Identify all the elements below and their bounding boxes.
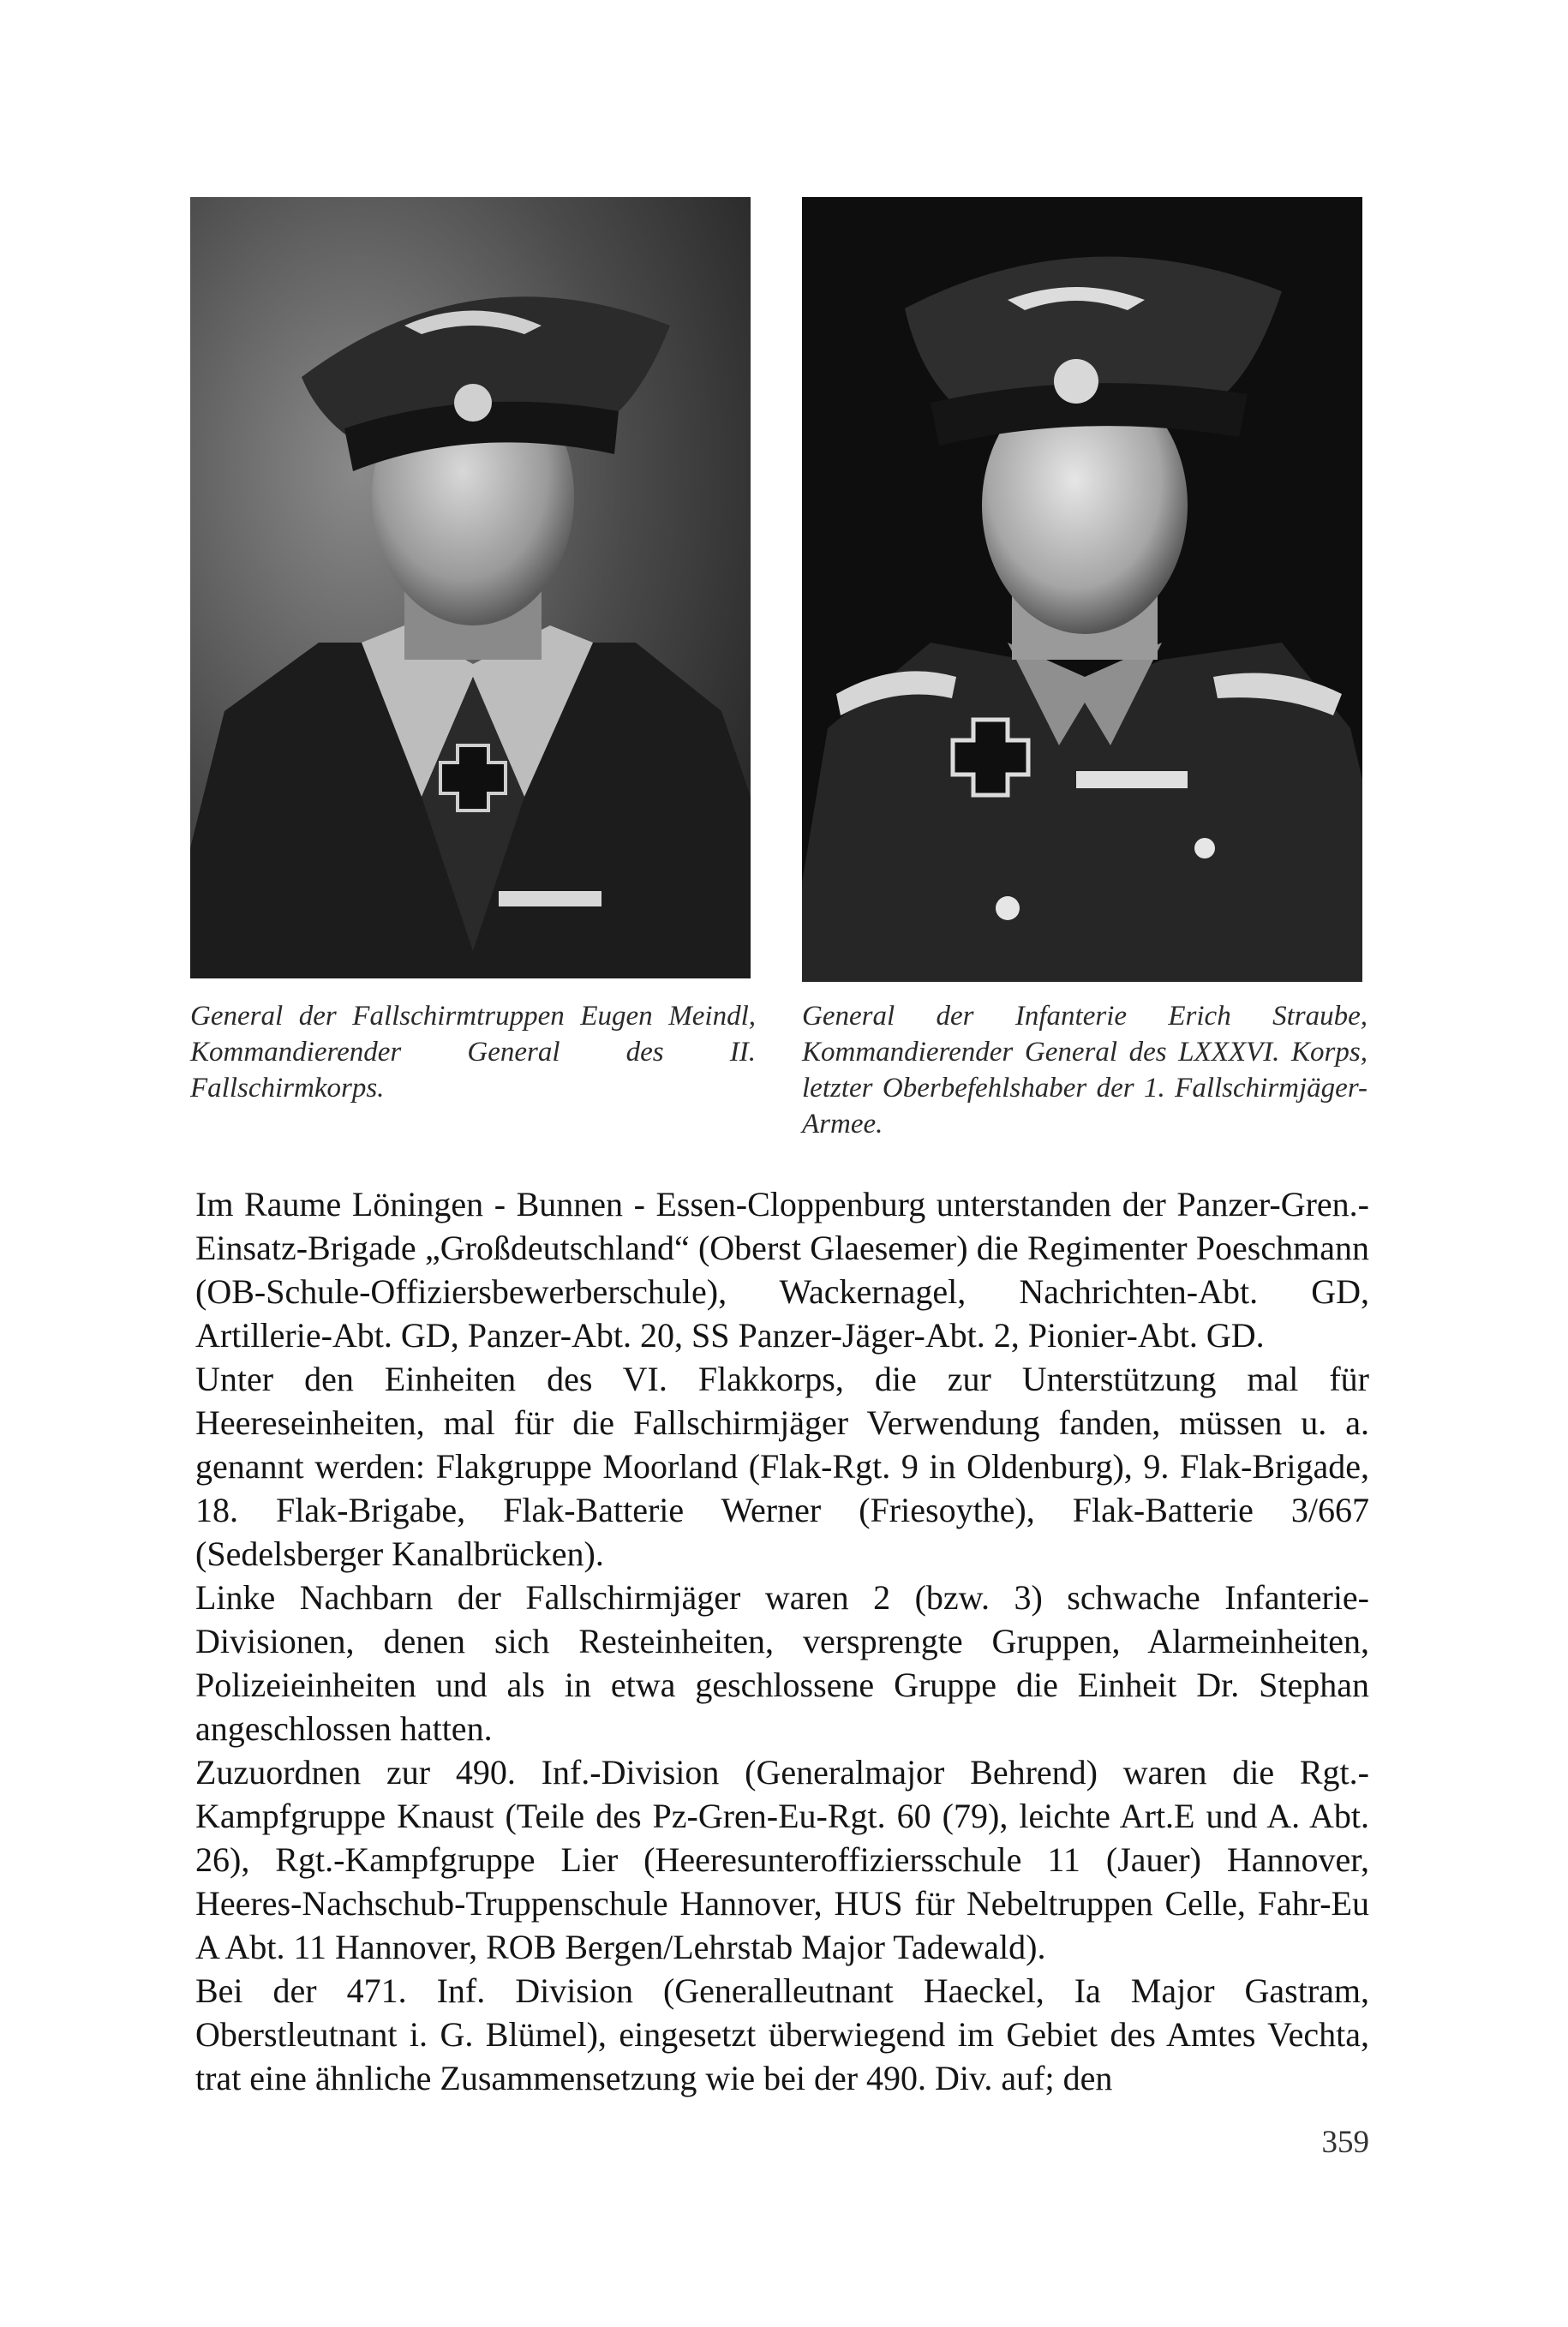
body-text [195,1182,1369,2100]
portrait-straube-image [802,197,1362,982]
portrait-meindl-image [190,197,751,978]
paragraph: Unter den Einheiten des VI. Flakkorps, die zur Unterstützung mal für Heereseinheiten, mal für die Fallschirmjäger Verwendung fanden, müssen u. a. genannt werden: Flakgruppe Moorland (Flak-Rgt. 9 in Oldenburg), 9. Flak-Brigade, 18. Flak-Brigabe, Flak-Batterie Werner (Friesoythe), Flak-Batterie 3/667 (Sedelsberger Kanalbrücken). [195,1360,1369,1573]
paragraph: Linke Nachbarn der Fallschirmjäger waren 2 (bzw. 3) schwache Infanterie-Divisionen, denen sich Resteinheiten, versprengte Gruppen, Alarmeinheiten, Polizeieinheiten und als in etwa geschlossene Gruppe die Einheit Dr. Stephan angeschlossen hatten. [195,1578,1369,1748]
paragraph: Zuzuordnen zur 490. Inf.-Division (Generalmajor Behrend) waren die Rgt.-Kampfgruppe Knaust (Teile des Pz-Gren-Eu-Rgt. 60 (79), leichte Art.E und A. Abt. 26), Rgt.-Kampfgruppe Lier (Heeresunteroffiziersschule 11 (Jauer) Hannover, Heeres-Nachschub-Truppenschule Hannover, HUS für Nebeltruppen Celle, Fahr-Eu A Abt. 11 Hannover, ROB Bergen/Lehrstab Major Tadewald). [195,1753,1369,1966]
paragraph: Bei der 471. Inf. Division (Generalleutnant Haeckel, Ia Major Gastram, Oberstleutnant i. G. Blümel), eingesetzt überwiegend im Gebiet des Amtes Vechta, trat eine ähnliche Zusammensetzung wie bei der 490. Div. auf; den [195,1971,1369,2097]
paragraph: Im Raume Löningen - Bunnen - Essen-Cloppenburg unterstanden der Panzer-Gren.-Einsatz-Brigade „Großdeutschland“ (Oberst Glaesemer) die Regimenter Poeschmann (OB-Schule-Offiziersbewerberschule), Wackernagel, Nachrichten-Abt. GD, Artillerie-Abt. GD, Panzer-Abt. 20, SS Panzer-Jäger-Abt. 2, Pionier-Abt. GD. [195,1185,1369,1355]
page-number: 359 [1321,2125,1369,2160]
figure-caption-right: General der Infanterie Erich Straube, Kommandierender General des LXXXVI. Korps, letzter Oberbefehlshaber der 1. Fallschirmjäger-Armee. [802,1001,1368,1140]
portrait-photo-straube [802,197,1362,982]
portrait-photo-meindl [190,197,751,978]
figure-caption-left: General der Fallschirmtruppen Eugen Meindl, Kommandierender General des II. Fallschirmkorps. [190,1001,756,1104]
